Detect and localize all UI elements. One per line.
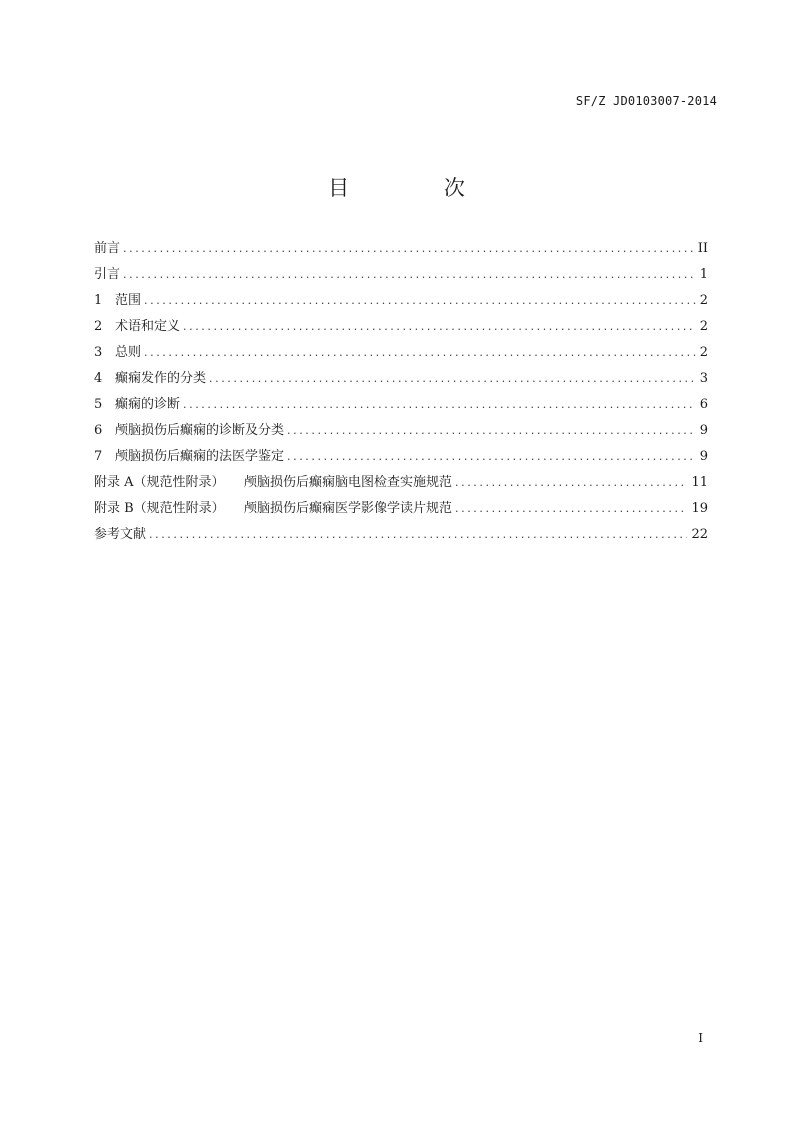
toc-entry-page: 2: [699, 293, 708, 308]
toc-entry[interactable]: [94, 288, 708, 314]
toc-entry-number: 2: [94, 319, 103, 334]
toc-entry[interactable]: [94, 470, 708, 496]
toc-entry[interactable]: [94, 444, 708, 470]
toc-entry-page: 2: [699, 319, 708, 334]
page-number: I: [698, 1031, 703, 1045]
toc-entry-number: 附录 B（规范性附录）: [94, 501, 225, 516]
toc-entry-title: 颅脑损伤后癫痫脑电图检查实施规范: [244, 475, 453, 490]
toc-entry-label: [94, 288, 144, 314]
toc-entry-title: 颅脑损伤后癫痫医学影像学读片规范: [244, 501, 453, 516]
toc-entry-title: 癫痫的诊断: [115, 397, 181, 412]
toc-entry[interactable]: [94, 262, 708, 288]
toc-leader-dots: [455, 470, 687, 496]
toc-leader-dots: [183, 392, 696, 418]
toc-entry-title: 颅脑损伤后癫痫的法医学鉴定: [115, 449, 285, 464]
toc-entry-label: [94, 366, 209, 392]
toc-leader-dots: [209, 366, 696, 392]
toc-entry-number: 5: [94, 397, 103, 412]
toc-entry-number: 4: [94, 371, 103, 386]
toc-leader-dots: [149, 522, 687, 548]
toc-entry-label: [94, 418, 287, 444]
toc-entry[interactable]: [94, 496, 708, 522]
toc-entry-title: 范围: [115, 293, 142, 308]
toc-entry-page: 3: [699, 371, 708, 386]
toc-entry-page: II: [697, 241, 708, 256]
toc-leader-dots: [183, 314, 696, 340]
toc-entry-number: 6: [94, 423, 103, 438]
toc-entry-page: 1: [699, 267, 708, 282]
toc-leader-dots: [123, 262, 696, 288]
toc-entry-title: 总则: [115, 345, 142, 360]
toc-title: 目 次: [328, 176, 509, 200]
toc-entry[interactable]: [94, 418, 708, 444]
toc-entry-title: 颅脑损伤后癫痫的诊断及分类: [115, 423, 285, 438]
toc-entry-label: [94, 444, 287, 470]
toc-entry[interactable]: [94, 314, 708, 340]
toc-entry-label: [94, 314, 183, 340]
document-code: SF/Z JD0103007-2014: [575, 94, 717, 108]
toc-entry-label: [94, 340, 144, 366]
toc-entry[interactable]: [94, 366, 708, 392]
toc-leader-dots: [287, 444, 696, 470]
toc-entry-title: 癫痫发作的分类: [115, 371, 207, 386]
toc-entry-label: [94, 236, 123, 262]
toc-entry-label: [94, 392, 183, 418]
toc-entry-number: 1: [94, 293, 103, 308]
toc-entry-page: 6: [699, 397, 708, 412]
toc-leader-dots: [144, 288, 696, 314]
toc-entry-title: 术语和定义: [115, 319, 181, 334]
toc-entry-page: 9: [699, 423, 708, 438]
toc-entry-page: 11: [691, 475, 708, 490]
toc-entry-title: 前言: [94, 241, 121, 256]
toc-entry[interactable]: [94, 522, 708, 548]
toc-entry-label: [94, 470, 455, 496]
toc-entry-page: 2: [699, 345, 708, 360]
toc-leader-dots: [287, 418, 696, 444]
toc-entry-title: 引言: [94, 267, 121, 282]
toc-entry-number: 3: [94, 345, 103, 360]
toc-entry-label: [94, 496, 455, 522]
toc-entry-page: 19: [691, 501, 708, 516]
toc-leader-dots: [123, 236, 694, 262]
toc-entry-label: [94, 522, 149, 548]
toc-entry[interactable]: [94, 392, 708, 418]
toc-entry-page: 9: [699, 449, 708, 464]
table-of-contents: [94, 236, 708, 548]
toc-entry-number: 附录 A（规范性附录）: [94, 475, 225, 490]
toc-entry-title: 参考文献: [94, 527, 147, 542]
toc-entry-number: 7: [94, 449, 103, 464]
toc-entry-page: 22: [691, 527, 708, 542]
toc-entry[interactable]: [94, 236, 708, 262]
toc-leader-dots: [455, 496, 687, 522]
toc-entry[interactable]: [94, 340, 708, 366]
toc-entry-label: [94, 262, 123, 288]
toc-leader-dots: [144, 340, 696, 366]
